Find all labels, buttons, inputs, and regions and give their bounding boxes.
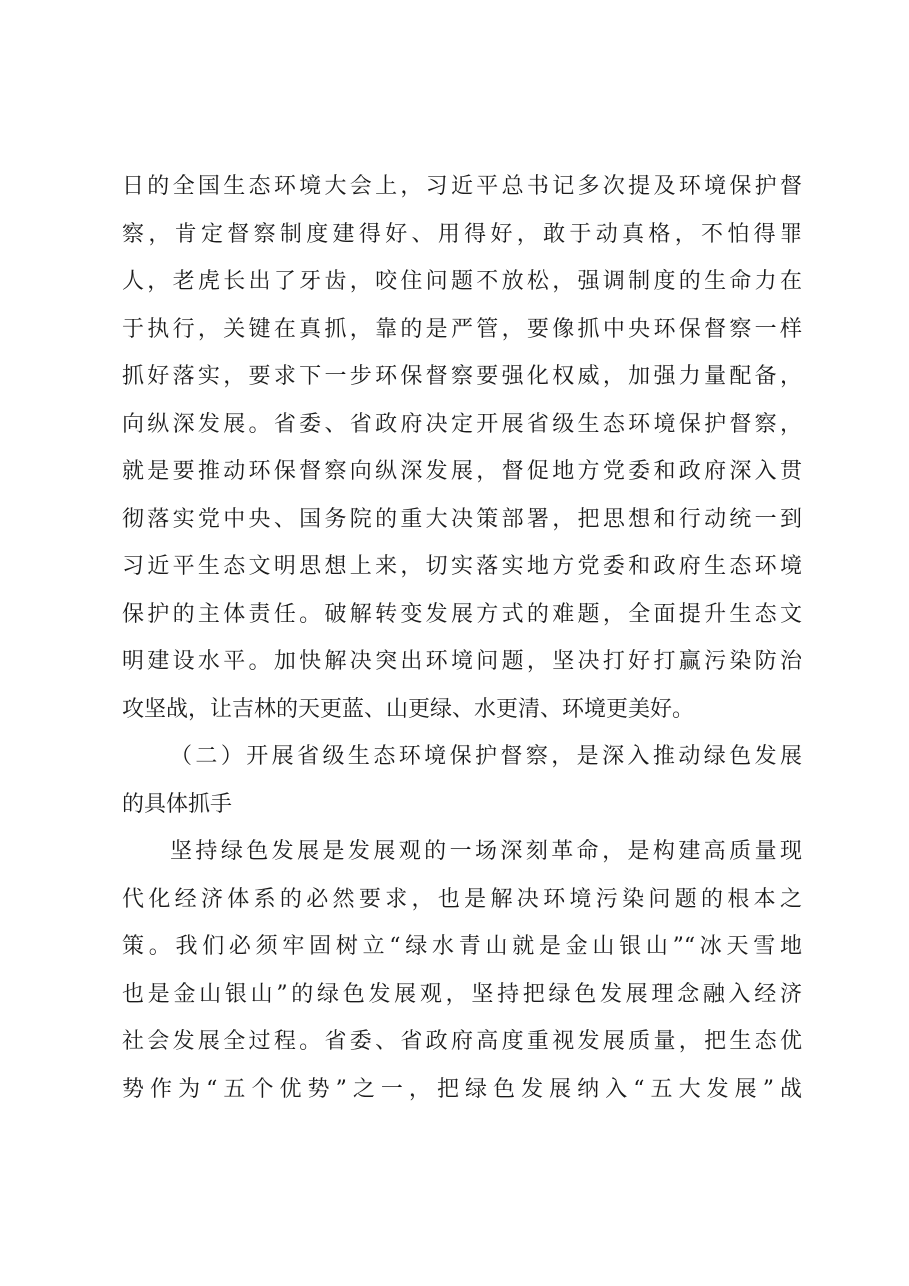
text-line: 人，老虎长出了牙齿，咬住问题不放松，强调制度的生命力在 <box>122 269 802 294</box>
text-line: 势作为“五个优势”之一，把绿色发展纳入“五大发展”战 <box>122 1076 802 1102</box>
text-line: 攻坚战，让吉林的天更蓝、山更绿、水更清、环境更美好。 <box>122 696 695 722</box>
text-line: 也是金山银山”的绿色发展观，坚持把绿色发展理念融入经济 <box>122 981 802 1007</box>
text-line: 的具体抓手 <box>122 791 233 817</box>
text-line: 于执行，关键在真抓，靠的是严管，要像抓中央环保督察一样 <box>122 316 802 342</box>
text-line: 社会发展全过程。省委、省政府高度重视发展质量，把生态优 <box>122 1029 802 1054</box>
text-line: 彻落实党中央、国务院的重大决策部署，把思想和行动统一到 <box>122 506 802 532</box>
text-line: 向纵深发展。省委、省政府决定开展省级生态环境保护督察， <box>122 411 802 437</box>
text-line: 坚持绿色发展是发展观的一场深刻革命，是构建高质量现 <box>170 839 802 864</box>
body-text <box>122 163 802 1113</box>
text-line: 习近平生态文明思想上来，切实落实地方党委和政府生态环境 <box>122 554 802 579</box>
text-line: 日的全国生态环境大会上，习近平总书记多次提及环境保护督 <box>122 174 802 199</box>
text-line: 就是要推动环保督察向纵深发展，督促地方党委和政府深入贯 <box>122 459 802 484</box>
text-line: 保护的主体责任。破解转变发展方式的难题，全面提升生态文 <box>122 601 802 627</box>
text-line: （二）开展省级生态环境保护督察，是深入推动绿色发展 <box>170 744 802 769</box>
text-line: 明建设水平。加快解决突出环境问题，坚决打好打赢污染防治 <box>122 649 802 674</box>
text-line: 察，肯定督察制度建得好、用得好，敢于动真格，不怕得罪 <box>122 221 802 247</box>
text-line: 策。我们必须牢固树立“绿水青山就是金山银山”“冰天雪地 <box>122 934 802 959</box>
text-line: 代化经济体系的必然要求，也是解决环境污染问题的根本之 <box>122 886 802 912</box>
text-line: 抓好落实，要求下一步环保督察要强化权威，加强力量配备， <box>122 364 802 389</box>
